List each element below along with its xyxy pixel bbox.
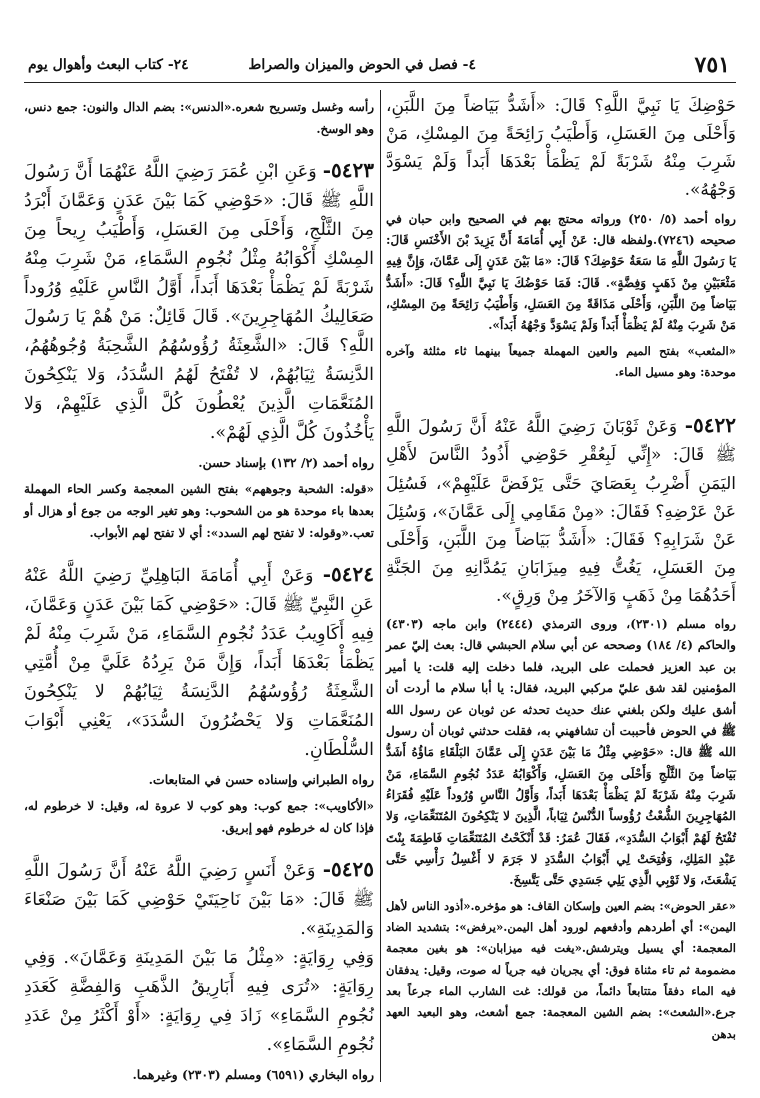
hadith-text: وَعَنِ ابْنِ عُمَرَ رَضِيَ اللَّهُ عَنْهُمَا أَنَّ رَسُولَ اللَّهِ ﷺ قَالَ: «حَوْضِي كَمَا بَيْنَ عَدَنٍ وَعَمَّانَ أَبْرَدُ مِنَ الثَّلْجِ، وَأَحْلَى مِنَ العَسَلِ، وَأَطْيَبُ رِيحاً مِنَ المِسْكِ أَكْوَابُهُ مِثْلُ نُجُومِ السَّمَاءِ، مَنْ شَرِبَ مِنْهُ شَرْبَةً لَمْ يَظْمَأْ بَعْدَهَا أَبَداً، أَوَّلُ النَّاسِ عَلَيْهِ وُرُوداً صَعَالِيكُ المُهَاجِرِينَ». قَالَ قَائِلٌ: مَنْ هُمْ يَا رَسُولَ اللَّهِ؟ قَالَ: «الشَّعِثَةُ رُؤُوسُهُمُ الشَّحِبَةُ وُجُوهُهُمُ، الدَّنِسَةُ ثِيَابُهُمْ، لا تُفْتَحُ لَهُمُ السُّدَدُ، وَلا يَنْكِحُونَ المُنَعَّمَاتِ الَّذِينَ يُعْطُونَ كُلَّ الَّذِي عَلَيْهِمْ، وَلا يَأْخُذُونَ كُلَّ الَّذِي لَهُمْ». [24, 162, 374, 443]
column-divider [380, 90, 381, 1082]
header-rule [24, 82, 736, 83]
hadith-source: رواه أحمد (٥/ ٢٥٠) ورواته محتج بهم في الصحيح وابن حبان في صحيحه (٧٢٤٦).ولفظه قال: عَنْ أَبِي أُمَامَةَ أَنَّ يَزِيدَ بْنَ الأَخْنَسِ قَالَ: يَا رَسُولَ اللَّهِ مَا سَعَةُ حَوْضِكَ؟ قَالَ: «مَا بَيْنَ عَدَنٍ إِلَى عَمَّانَ، وَإِنَّ فِيهِ مَثْعَبَيْنِ مِنْ ذَهَبٍ وَفِضَّةٍ». قَالَ: فَمَا حَوْضُكَ يَا نَبِيَّ اللَّهِ؟ قَالَ: «أَشَدُّ بَيَاضاً مِنَ اللَّبَنِ، وَأَحْلَى مَذَاقَةً مِنَ العَسَلِ، وَأَطْيَبُ رَائِحَةً مِنَ المِسْكِ، مَنْ شَرِبَ مِنْهُ لَمْ يَظْمَأْ أَبَداً وَلَمْ يَسْوَدَّ وَجْهُهُ أَبَداً». [386, 211, 737, 333]
left-column [24, 92, 374, 1086]
hadith-source: رواه الطبراني وإسناده حسن في المتابعات. [148, 772, 374, 787]
hadith-source: رواه أحمد (٢/ ١٣٢) بإسناد حسن. [198, 455, 374, 470]
hadith-number: ٥٤٢٣- [322, 158, 374, 182]
hadith-5422 [386, 411, 736, 610]
hadith-text: وَعَنْ ثَوْبَانَ رَضِيَ اللَّهُ عَنْهُ أَنَّ رَسُولَ اللَّهِ ﷺ قَالَ: «إِنِّي لَبِعُقْرِ حَوْضِي أَذُودُ النَّاسَ لأَهْلِ اليَمَنِ أَضْرِبُ بِعَصَايَ حَتَّى يَرْفَضَّ عَلَيْهِمْ»، فَسُئِلَ عَنْ عَرْضِهِ؟ فَقَالَ: «مِنْ مَقَامِي إِلَى عَمَّانَ»، وَسُئِلَ عَنْ شَرَابِهِ؟ فَقَالَ: «أَشَدُّ بَيَاضاً مِنَ اللَّبَنِ، وَأَحْلَى مِنَ العَسَلِ، يَغُتُّ فِيهِ مِيزَابَانِ يَمُدَّانِهِ مِنَ الجَنَّةِ أَحَدُهُمَا مِنْ ذَهَبٍ وَالآخَرُ مِنْ وَرِقٍ». [386, 417, 736, 606]
footnote: «عقر الحوض»: بضم العين وإسكان القاف: هو مؤخره.«أذود الناس لأهل اليمن»: أي أطردهم وأدفعهم لورود أهل اليمن.«يرفض»: بتشديد الضاد المعجمة: أي يسيل ويترشش.«يغت فيه ميزابان»: هو بغين معجمة مضمومة ثم تاء مثناة فوق: أي يجريان فيه جرياً له صوت، وقيل: يدفقان فيه الماء دفقاً متتابعاً دائماً، من قولك: غت الشارب الماء جرعاً بعد جرع.«الشعث»: بضم الشين المعجمة: جمع أشعث، وهو البعيد العهد بدهن [386, 898, 736, 1041]
hadith-number: ٥٤٢٤- [322, 562, 374, 586]
hadith-5424 [24, 560, 374, 765]
hadith-5423 [24, 156, 374, 448]
hadith-source: رواه البخاري (٦٥٩١) ومسلم (٢٣٠٣) وغيرهما. [132, 1067, 374, 1082]
hadith-text: وَعَنْ أَبِي أُمَامَةَ البَاهِلِيِّ رَضِيَ اللَّهُ عَنْهُ عَنِ النَّبِيِّ ﷺ قَالَ: «حَوْضِي كَمَا بَيْنَ عَدَنٍ وَعَمَّانَ، فِيهِ أَكَاوِيبُ عَدَدُ نُجُومِ السَّمَاءِ، مَنْ شَرِبَ مِنْهُ لَمْ يَظْمَأْ بَعْدَهَا أَبَداً، وَإِنَّ مَنْ يَرِدُهُ عَلَيَّ مِنْ أُمَّتِي الشَّعِثَةُ رُؤُوسُهُمُ الدَّنِسَةُ ثِيَابُهُمْ لا يَنْكِحُونَ المُنَعَّمَاتِ وَلا يَحْضُرُونَ السُّدَدَ»، يَعْنِي أَبْوَابَ السُّلْطَانِ. [24, 566, 374, 760]
right-column [386, 92, 736, 1051]
hadith-variant-narrations: وَفِي رِوَايَةٍ: «مِثْلُ مَا بَيْنَ المَدِينَةِ وَعَمَّانَ». وَفِي رِوَايَةٍ: «تُرَى فِيهِ أَبَارِيقُ الذَّهَبِ وَالفِضَّةِ كَعَدَدِ نُجُومِ السَّمَاءِ» زَادَ فِي رِوَايَةٍ: «أَوْ أَكْثَرُ مِنْ عَدَدِ نُجُومِ السَّمَاءِ». [24, 948, 374, 1055]
footnote: «قوله: الشحبة وجوههم» بفتح الشين المعجمة وكسر الحاء المهملة بعدها باء موحدة هو من الشحوب: وهو تغير الوجه من جوع أو هزال أو تعب.«وقوله: لا تفتح لهم السدد»: أي لا تفتح لهم الأبواب. [24, 482, 374, 540]
footnote: «الأكاويب»: جمع كوب: وهو كوب لا عروة له، وقيل: لا خرطوم له، فإذا كان له خرطوم فهو إبريق. [24, 799, 374, 835]
footnote: رأسه وغسل وتسريح شعره.«الدنس»: بضم الدال والنون: جمع دنس، وهو الوسخ. [24, 100, 374, 136]
hadith-number: ٥٤٢٥- [322, 857, 374, 881]
section-title: ٤- فصل في الحوض والميزان والصراط [248, 57, 476, 73]
page-number: ٧٥١ [694, 52, 730, 78]
page-header [24, 52, 736, 78]
hadith-number: ٥٤٢٢- [684, 413, 736, 438]
footnote: «المثعب» بفتح الميم والعين المهملة جميعاً بينهما ثاء مثلثة وآخره موحدة: وهو مسيل الماء. [386, 343, 736, 379]
hadith-source: رواه مسلم (٢٣٠١)، وروى الترمذي (٢٤٤٤) وابن ماجه (٤٣٠٣) والحاكم (٤/ ١٨٤) وصححه عن أبي سلام الحبشي قال: بعث إليّ عمر بن عبد العزيز فحملت على البريد، فلما دخلت إليه قلت: يا أمير المؤمنين لقد شق عليّ مركبي البريد، فقال: يا أبا سلام ما أردت أن أشق عليك ولكن بلغني عنك حديث تحدثه عن ثوبان عن رسول الله ﷺ في الحوض فأحببت أن تشافهني به، فقلت حدثني ثوبان أن رسول الله ﷺ قال: «حَوْضِي مِثْلُ مَا بَيْنَ عَدَنٍ إِلَى عَمَّانَ البَلْقَاءِ مَاؤُهُ أَشَدُّ بَيَاضاً مِنَ الثَّلْجِ وَأَحْلَى مِنَ العَسَلِ، وَأَكْوَابُهُ عَدَدُ نُجُومِ السَّمَاءِ، مَنْ شَرِبَ مِنْهُ شَرْبَةً لَمْ يَظْمَأْ بَعْدَهَا أَبَداً، وَأَوَّلُ النَّاسِ وُرُوداً عَلَيْهِ فُقَرَاءُ المُهَاجِرِينَ الشُّعْثُ رُؤُوساً الدُّنْسُ ثِيَاباً، الَّذِينَ لا يَنْكِحُونَ المُتَنَعِّمَاتِ، وَلا تُفْتَحُ لَهُمْ أَبْوَابُ السُّدَدِ»، فَقَالَ عُمَرُ: قَدْ أَنْكَحْتُ المُتَنَعِّمَاتِ فَاطِمَةَ بِنْتَ عَبْدِ المَلِكِ، وَفُتِحَتْ لِي أَبْوَابُ السُّدَدِ لا جَرَمَ لا أَغْسِلُ رَأْسِي حَتَّى يَشْعَثَ، وَلا ثَوْبِي الَّذِي يَلِي جَسَدِي حَتَّى يَتَّسِخَ. [386, 617, 736, 888]
hadith-continuation: حَوْضِكَ يَا نَبِيَّ اللَّهِ؟ قَالَ: «أَشَدُّ بَيَاضاً مِنَ اللَّبَنِ، وَأَحْلَى مِنَ العَسَلِ، وَأَطْيَبُ رَائِحَةً مِنَ المِسْكِ، مَنْ شَرِبَ مِنْهُ شَرْبَةً لَمْ يَظْمَأْ بَعْدَهَا أَبَداً وَلَمْ يَسْوَدَّ وَجْهُهُ». [386, 96, 736, 201]
hadith-5425 [24, 855, 374, 944]
hadith-text: وَعَنْ أَنَسٍ رَضِيَ اللَّهُ عَنْهُ أَنَّ رَسُولَ اللَّهِ ﷺ قَالَ: «مَا بَيْنَ نَاحِيَتَيْ حَوْضِي كَمَا بَيْنَ صَنْعَاءَ وَالمَدِينَةِ». [24, 861, 374, 939]
book-title: ٢٤- كتاب البعث وأهوال يوم [28, 57, 189, 73]
